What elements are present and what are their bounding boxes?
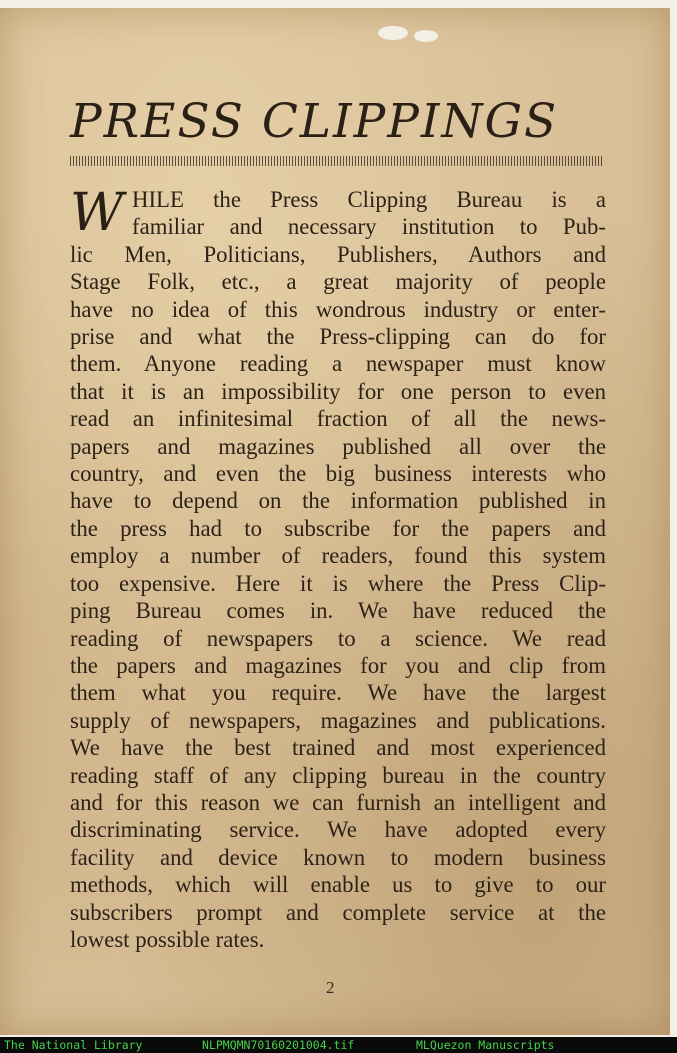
- text-line: reading of newspapers to a science. We read: [70, 625, 606, 651]
- text-line: too expensive. Here it is where the Press Clip-: [70, 570, 606, 596]
- library-name: The National Library: [4, 1038, 143, 1052]
- body-paragraph: [70, 183, 606, 953]
- text-line: lowest possible rates.: [70, 926, 265, 952]
- text-line: have no idea of this wondrous industry or enter-: [70, 296, 606, 322]
- text-line: country, and even the big business interests who: [70, 461, 606, 487]
- text-line: have to depend on the information published in: [70, 488, 606, 514]
- paper-hole: [414, 30, 438, 42]
- text-line: that it is an impossibility for one person to even: [70, 378, 606, 404]
- text-line: ping Bureau comes in. We have reduced the: [70, 598, 606, 624]
- file-name: NLPMQMN70160201004.tif: [202, 1038, 355, 1052]
- text-line: Stage Folk, etc., a great majority of people: [70, 269, 606, 295]
- page-number: 2: [326, 978, 335, 997]
- decorative-rule: [70, 156, 604, 166]
- archive-caption-bar: [0, 1037, 677, 1053]
- text-line: prise and what the Press-clipping can do for: [70, 324, 606, 350]
- text-line: lic Men, Politicians, Publishers, Authors and: [70, 241, 606, 267]
- text-line: reading staff of any clipping bureau in the country: [70, 762, 606, 788]
- text-line: the papers and magazines for you and clip from: [70, 652, 606, 678]
- text-line: supply of newspapers, magazines and publications.: [70, 707, 606, 733]
- paper-hole: [378, 26, 408, 40]
- text-line: them. Anyone reading a newspaper must know: [70, 351, 606, 377]
- text-line: facility and device known to modern business: [70, 844, 606, 870]
- text-line: discriminating service. We have adopted every: [70, 817, 606, 843]
- drop-cap: W: [70, 183, 124, 243]
- scanned-page: [0, 8, 670, 1035]
- text-line: and for this reason we can furnish an intelligent and: [70, 789, 606, 815]
- text-line: papers and magazines published all over the: [70, 433, 606, 459]
- collection-name: MLQuezon Manuscripts: [416, 1038, 555, 1052]
- text-line: familiar and necessary institution to Pub-: [132, 214, 606, 240]
- text-line: employ a number of readers, found this system: [70, 543, 606, 569]
- page-title: PRESS CLIPPINGS: [70, 94, 559, 149]
- text-line: the press had to subscribe for the papers and: [70, 515, 606, 541]
- text-line: read an infinitesimal fraction of all the news-: [70, 406, 606, 432]
- text-line: subscribers prompt and complete service at the: [70, 899, 606, 925]
- text-line: them what you require. We have the largest: [70, 680, 606, 706]
- text-line: HILE the Press Clipping Bureau is a: [132, 187, 606, 212]
- text-line: We have the best trained and most experienced: [70, 735, 606, 761]
- text-line: methods, which will enable us to give to our: [70, 872, 606, 898]
